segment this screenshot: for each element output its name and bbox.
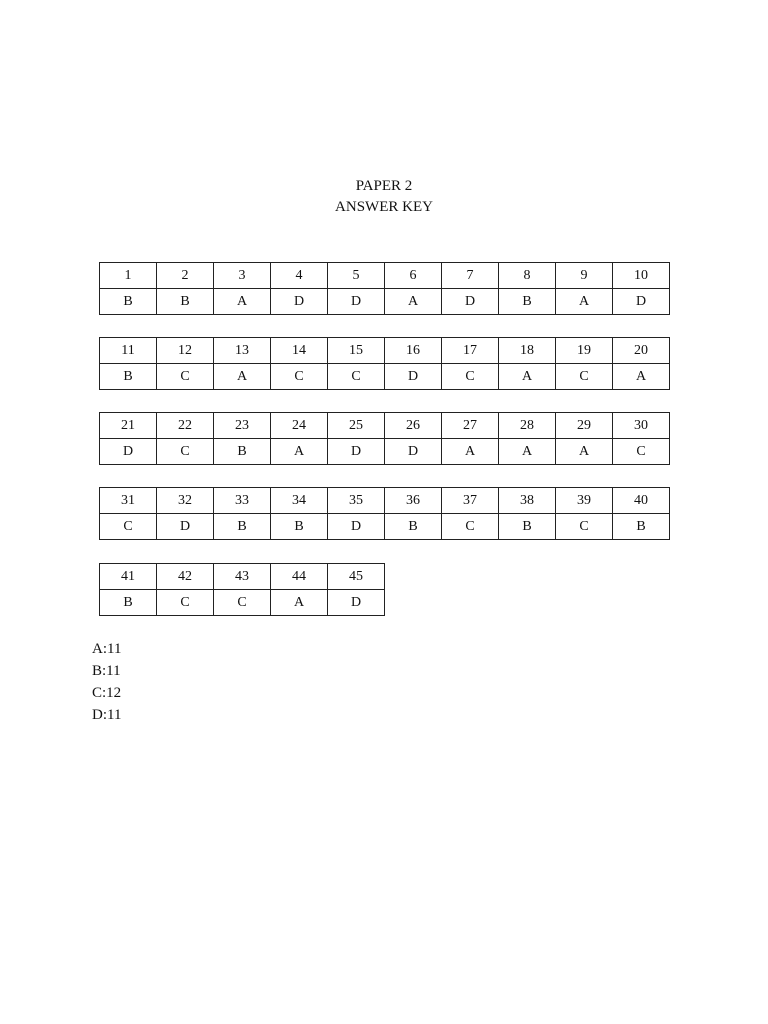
answer-cell: B (100, 289, 157, 315)
tally-b: B:11 (92, 663, 121, 679)
tally-c: C:12 (92, 685, 122, 701)
answer-row (100, 289, 670, 315)
question-number-cell: 44 (271, 564, 328, 590)
answer-cell: C (271, 364, 328, 390)
question-number-cell: 17 (442, 338, 499, 364)
answer-row (100, 439, 670, 465)
question-number-cell: 45 (328, 564, 385, 590)
answer-table-1 (99, 262, 670, 315)
answer-cell: D (271, 289, 328, 315)
question-number-cell: 23 (214, 413, 271, 439)
answer-cell: C (157, 364, 214, 390)
question-number-cell: 3 (214, 263, 271, 289)
question-number-cell: 18 (499, 338, 556, 364)
answer-cell: A (613, 364, 670, 390)
answer-cell: D (385, 364, 442, 390)
question-number-cell: 19 (556, 338, 613, 364)
answer-cell: B (613, 514, 670, 540)
question-number-cell: 14 (271, 338, 328, 364)
question-number-cell: 5 (328, 263, 385, 289)
answer-row (100, 364, 670, 390)
answer-cell: B (214, 439, 271, 465)
question-number-cell: 20 (613, 338, 670, 364)
answer-cell: D (100, 439, 157, 465)
tally-d: D:11 (92, 707, 122, 723)
answer-cell: D (385, 439, 442, 465)
question-number-row (100, 263, 670, 289)
question-number-cell: 43 (214, 564, 271, 590)
answer-cell: C (442, 514, 499, 540)
answer-cell: A (556, 289, 613, 315)
question-number-cell: 22 (157, 413, 214, 439)
question-number-row (100, 338, 670, 364)
question-number-cell: 21 (100, 413, 157, 439)
answer-cell: B (157, 289, 214, 315)
answer-cell: B (214, 514, 271, 540)
answer-cell: D (442, 289, 499, 315)
question-number-cell: 24 (271, 413, 328, 439)
title-block (0, 176, 768, 218)
question-number-cell: 38 (499, 488, 556, 514)
question-number-cell: 11 (100, 338, 157, 364)
question-number-cell: 32 (157, 488, 214, 514)
answer-cell: D (328, 289, 385, 315)
question-number-cell: 2 (157, 263, 214, 289)
answer-cell: C (556, 514, 613, 540)
answer-cell: A (214, 289, 271, 315)
question-number-cell: 15 (328, 338, 385, 364)
question-number-cell: 25 (328, 413, 385, 439)
answer-cell: C (613, 439, 670, 465)
question-number-cell: 35 (328, 488, 385, 514)
question-number-row (100, 413, 670, 439)
answer-tally (92, 638, 121, 726)
question-number-cell: 34 (271, 488, 328, 514)
answer-cell: B (100, 364, 157, 390)
answer-table-4 (99, 487, 670, 540)
answer-table-5 (99, 563, 385, 616)
question-number-cell: 29 (556, 413, 613, 439)
question-number-cell: 13 (214, 338, 271, 364)
answer-cell: B (385, 514, 442, 540)
answer-cell: A (556, 439, 613, 465)
answer-cell: D (157, 514, 214, 540)
question-number-cell: 42 (157, 564, 214, 590)
answer-row (100, 514, 670, 540)
answer-cell: B (100, 590, 157, 616)
answer-cell: C (556, 364, 613, 390)
answer-table-3 (99, 412, 670, 465)
answer-cell: C (214, 590, 271, 616)
answer-cell: A (385, 289, 442, 315)
question-number-cell: 9 (556, 263, 613, 289)
answer-cell: B (499, 289, 556, 315)
question-number-cell: 30 (613, 413, 670, 439)
question-number-row (100, 488, 670, 514)
answer-cell: A (271, 439, 328, 465)
question-number-cell: 26 (385, 413, 442, 439)
question-number-cell: 41 (100, 564, 157, 590)
question-number-cell: 33 (214, 488, 271, 514)
question-number-cell: 37 (442, 488, 499, 514)
answer-cell: C (157, 590, 214, 616)
question-number-cell: 27 (442, 413, 499, 439)
answer-cell: A (499, 364, 556, 390)
question-number-cell: 4 (271, 263, 328, 289)
answer-cell: A (499, 439, 556, 465)
question-number-cell: 8 (499, 263, 556, 289)
answer-cell: B (271, 514, 328, 540)
question-number-cell: 31 (100, 488, 157, 514)
answer-cell: D (328, 514, 385, 540)
answer-cell: D (328, 590, 385, 616)
answer-row (100, 590, 385, 616)
question-number-cell: 36 (385, 488, 442, 514)
answer-cell: A (214, 364, 271, 390)
answer-cell: C (100, 514, 157, 540)
answer-cell: A (442, 439, 499, 465)
question-number-cell: 10 (613, 263, 670, 289)
answer-cell: D (613, 289, 670, 315)
answer-cell: B (499, 514, 556, 540)
answer-cell: C (442, 364, 499, 390)
answer-cell: C (328, 364, 385, 390)
question-number-row (100, 564, 385, 590)
answer-cell: A (271, 590, 328, 616)
question-number-cell: 16 (385, 338, 442, 364)
question-number-cell: 28 (499, 413, 556, 439)
answer-cell: D (328, 439, 385, 465)
question-number-cell: 6 (385, 263, 442, 289)
tally-a: A:11 (92, 641, 122, 657)
question-number-cell: 39 (556, 488, 613, 514)
paper-title: PAPER 2 (355, 178, 413, 194)
question-number-cell: 1 (100, 263, 157, 289)
answer-key-heading: ANSWER KEY (335, 199, 433, 215)
answer-cell: C (157, 439, 214, 465)
question-number-cell: 12 (157, 338, 214, 364)
question-number-cell: 40 (613, 488, 670, 514)
answer-table-2 (99, 337, 670, 390)
question-number-cell: 7 (442, 263, 499, 289)
